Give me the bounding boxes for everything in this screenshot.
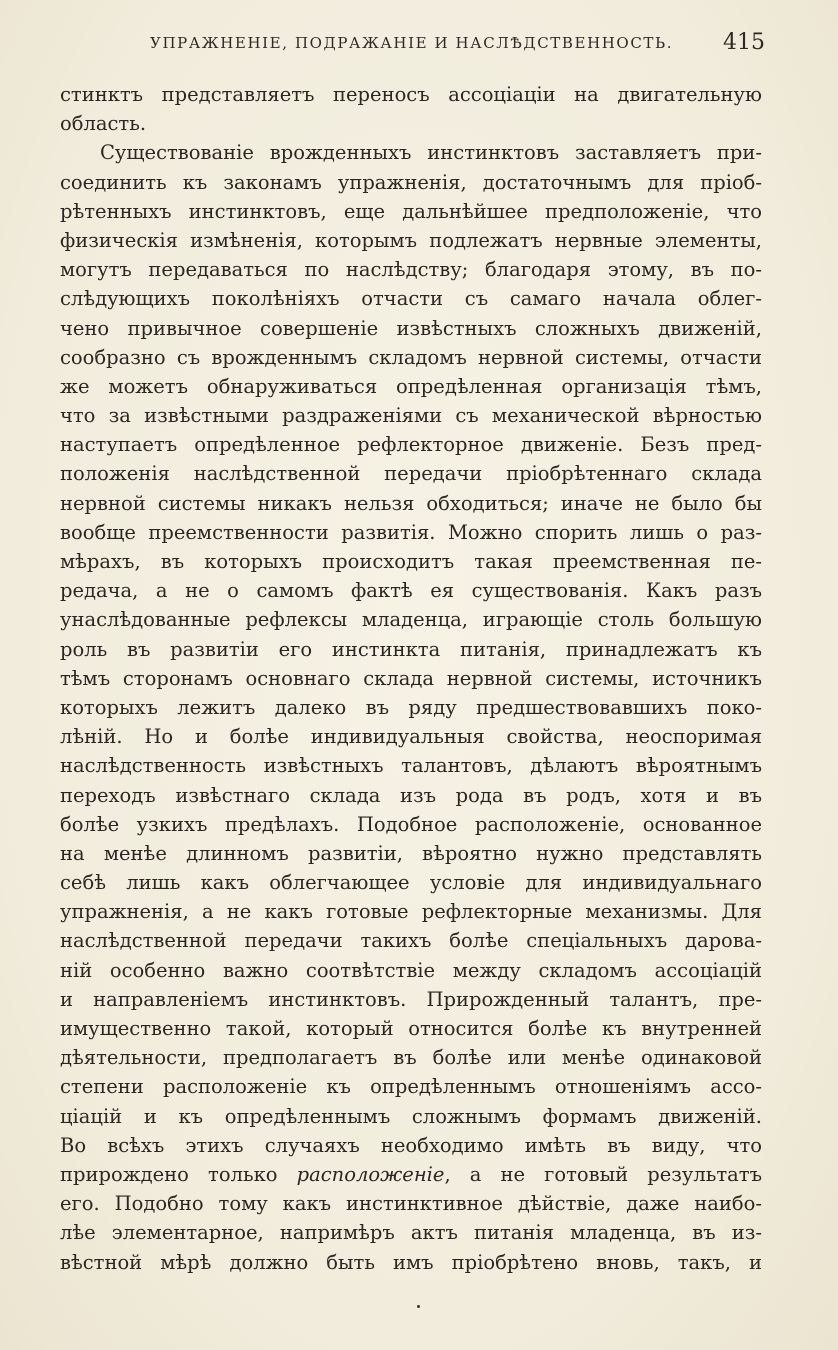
text-line: нервной системы никакъ нельзя обходиться; иначе не было бы bbox=[60, 491, 762, 515]
text-line: болѣе узкихъ предѣлахъ. Подобное расположеніе, основанное bbox=[60, 812, 762, 836]
text-line: дѣятельности, предполагаетъ въ болѣе или менѣе одинаковой bbox=[60, 1046, 762, 1070]
text-line: сообразно съ врожденнымъ складомъ нервной системы, отчасти bbox=[60, 345, 762, 369]
text-line: область. bbox=[60, 112, 147, 136]
text-line: наслѣдственной передачи такихъ болѣе спеціальныхъ дарова- bbox=[60, 929, 762, 953]
text-line: вообще преемственности развитія. Можно спорить лишь о раз- bbox=[60, 520, 762, 544]
text-line: имущественно такой, который относится болѣе къ внутренней bbox=[60, 1017, 762, 1040]
text-line: могутъ передаваться по наслѣдству; благодаря этому, въ по- bbox=[60, 258, 762, 282]
text-line: рѣтенныхъ инстинктовъ, еще дальнѣйшее предположеніе, что bbox=[60, 199, 762, 223]
line-end: , а не готовый результатъ bbox=[444, 1162, 762, 1186]
running-title: УПРАЖНЕНІЕ, ПОДРАЖАНІЕ И НАСЛѢДСТВЕННОСТЬ. bbox=[150, 34, 674, 52]
text-line: слѣдующихъ поколѣніяхъ отчасти съ самаго начала облег- bbox=[60, 287, 762, 311]
text-line: тѣмъ сторонамъ основнаго склада нервной системы, источникъ bbox=[60, 666, 762, 690]
text-line: наступаетъ опредѣленное рефлекторное движеніе. Безъ пред- bbox=[60, 433, 762, 457]
text-line: мѣрахъ, въ которыхъ происходитъ такая преемственная пе- bbox=[60, 550, 762, 573]
page-number: 415 bbox=[723, 30, 765, 55]
text-line: соединить къ законамъ упражненія, достаточнымъ для пріоб- bbox=[60, 170, 762, 194]
text-line: что за извѣстными раздраженіями съ механической вѣрностью bbox=[60, 404, 762, 428]
text-line: и направленіемъ инстинктовъ. Прирожденный талантъ, пре- bbox=[60, 987, 762, 1011]
text-line: лѣе элементарное, напримѣръ актъ питанія младенца, въ из- bbox=[60, 1221, 762, 1245]
text-line: упражненія, а не какъ готовые рефлекторные механизмы. Для bbox=[60, 900, 762, 924]
text-line: редача, а не о самомъ фактѣ ея существованія. Какъ разъ bbox=[60, 579, 762, 603]
body-text bbox=[60, 80, 762, 1277]
text-line: наслѣдственность извѣстныхъ талантовъ, дѣлаютъ вѣроятнымъ bbox=[60, 754, 762, 778]
text-line: его. Подобно тому какъ инстинктивное дѣйствіе, даже наибо- bbox=[60, 1192, 762, 1216]
text-line: ній особенно важно соотвѣтствіе между складомъ ассоціацій bbox=[60, 958, 762, 982]
text-line: лѣній. Но и болѣе индивидуальныя свойства, неоспоримая bbox=[60, 725, 762, 749]
text-line: которыхъ лежитъ далеко въ ряду предшествовавшихъ поко- bbox=[60, 695, 762, 719]
italic-term: расположеніе bbox=[296, 1162, 445, 1186]
text-line: себѣ лишь какъ облегчающее условіе для индивидуальнаго bbox=[60, 871, 762, 895]
text-line: чено привычное совершеніе извѣстныхъ сложныхъ движеній, bbox=[60, 316, 762, 340]
text-line: вѣстной мѣрѣ должно быть имъ пріобрѣтено вновь, такъ, и bbox=[60, 1250, 762, 1274]
text-line-with-italic bbox=[60, 1160, 762, 1189]
text-line: степени расположеніе къ опредѣленнымъ отношеніямъ ассо- bbox=[60, 1075, 762, 1099]
text-line: ціацій и къ опредѣленнымъ сложнымъ формамъ движеній. bbox=[60, 1104, 762, 1128]
text-line: физическія измѣненія, которымъ подлежатъ нервные элементы, bbox=[60, 228, 762, 252]
line-start: прирождено только bbox=[60, 1162, 297, 1186]
page-header bbox=[60, 28, 765, 62]
text-line: Во всѣхъ этихъ случаяхъ необходимо имѣть въ виду, что bbox=[60, 1133, 762, 1157]
text-line: положенія наслѣдственной передачи пріобрѣтеннаго склада bbox=[60, 462, 762, 486]
text-line: же можетъ обнаруживаться опредѣленная организація тѣмъ, bbox=[60, 374, 762, 398]
text-line: унаслѣдованные рефлексы младенца, играющіе столь большую bbox=[60, 608, 762, 632]
text-line: на менѣе длинномъ развитіи, вѣроятно нужно представлять bbox=[60, 841, 762, 865]
text-line: стинктъ представляетъ переносъ ассоціаціи на двигательную bbox=[60, 83, 762, 106]
text-line: Существованіе врожденныхъ инстинктовъ заставляетъ при- bbox=[100, 141, 762, 165]
print-speck bbox=[417, 1305, 420, 1308]
text-line: роль въ развитіи его инстинкта питанія, принадлежатъ къ bbox=[60, 637, 762, 661]
text-line: переходъ извѣстнаго склада изъ рода въ родъ, хотя и въ bbox=[60, 783, 762, 807]
